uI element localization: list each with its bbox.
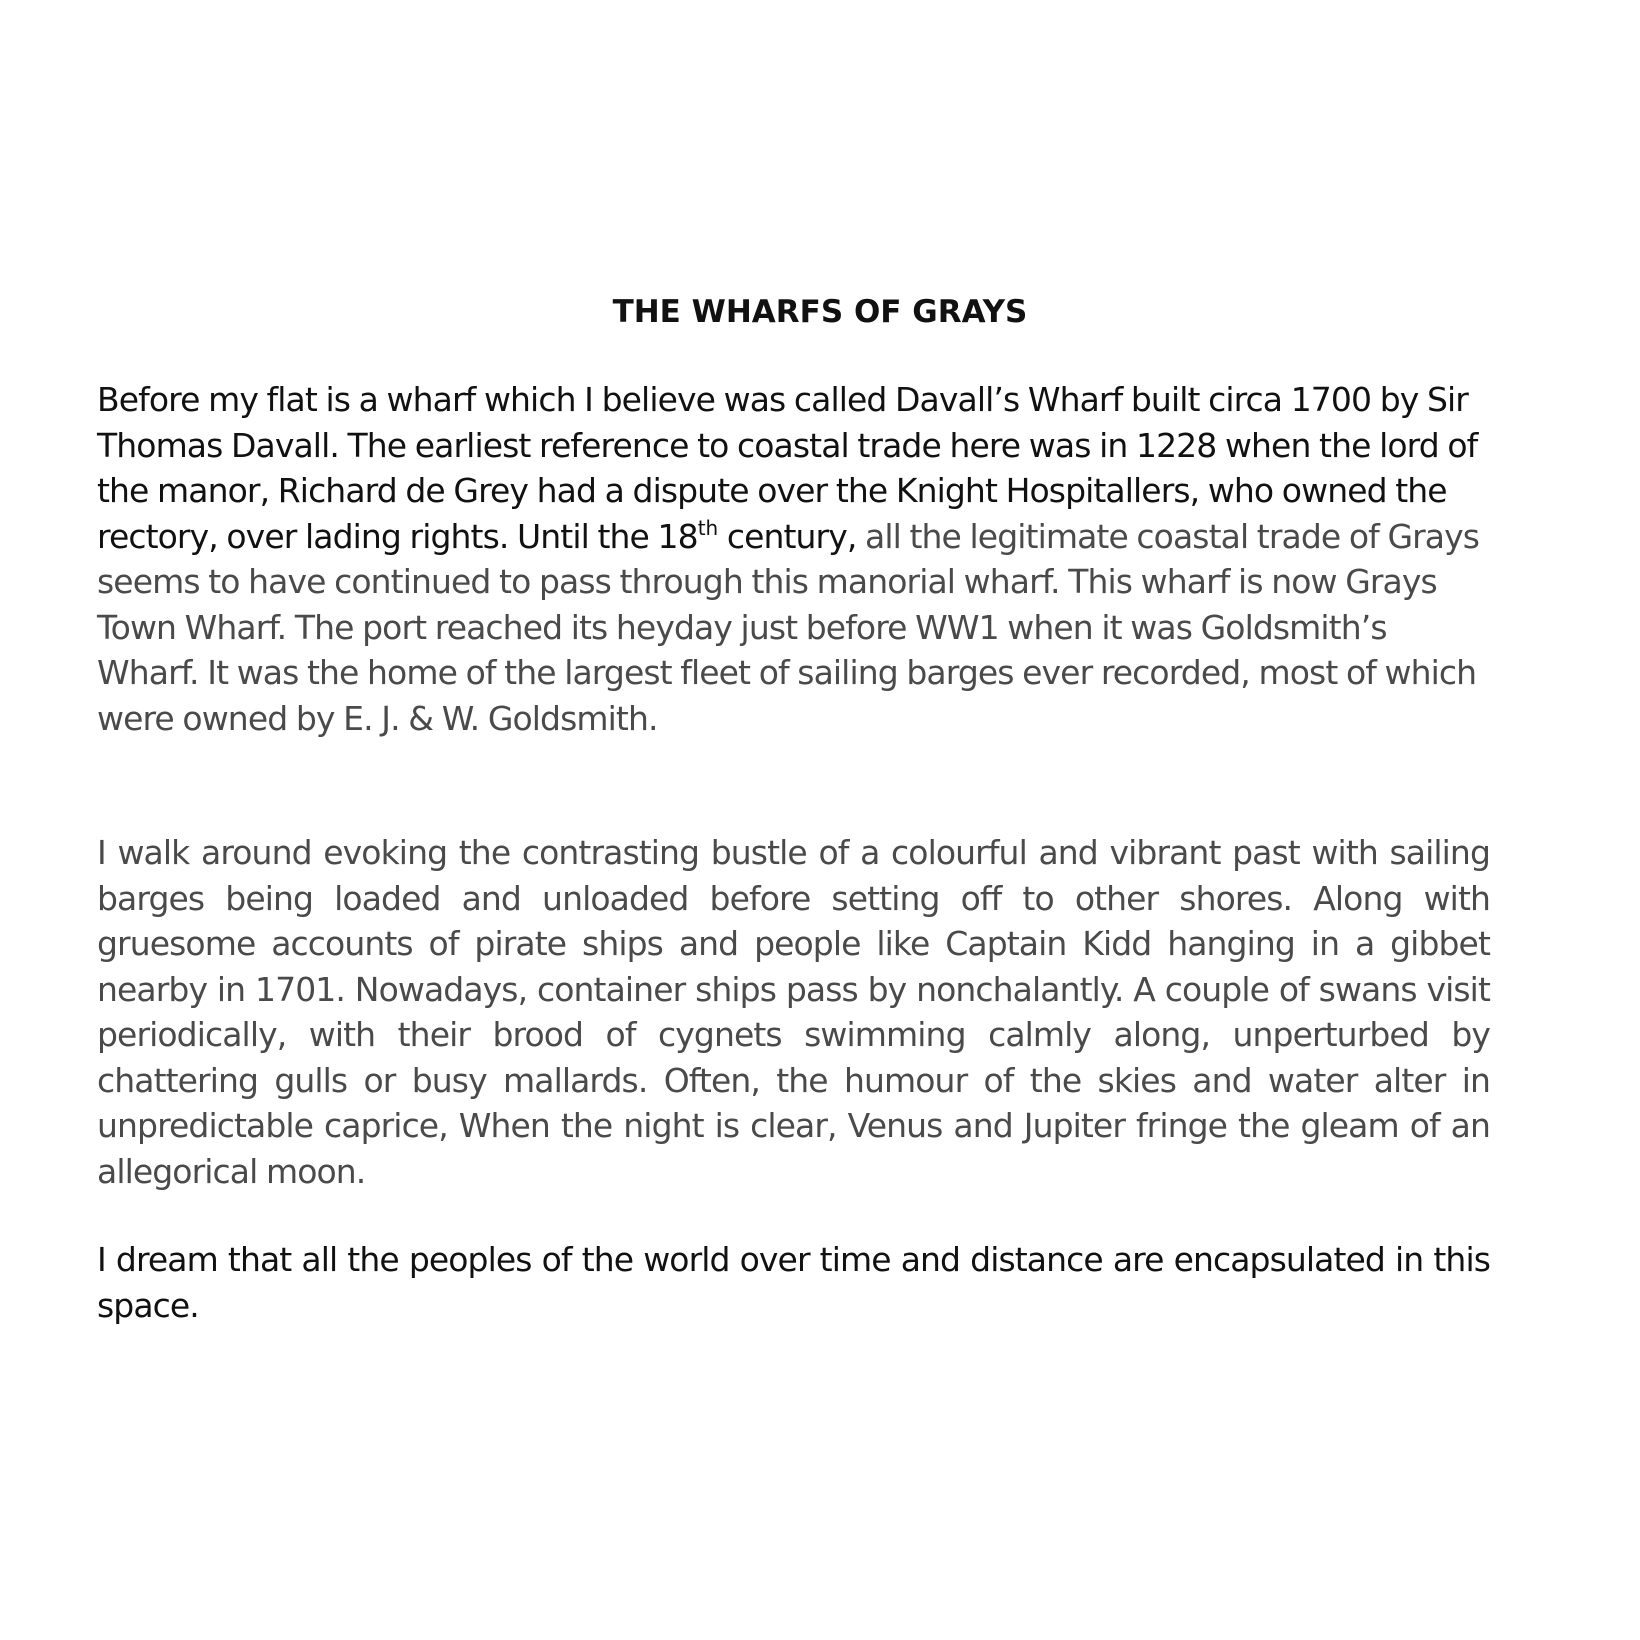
ordinal-superscript: th [697, 515, 719, 540]
paragraph-history-text: Before my flat is a wharf which I believe was called Davall’s Wharf built circa 1700 by Sir Thomas Davall. The earliest reference to coastal trade here was in 1228 when the lord of the manor, Richard de Grey had a dispute over the Knight Hospitallers, who owned the rectory, over lading rights. Until the 18 [97, 380, 1478, 556]
paragraph-dream: I dream that all the peoples of the world over time and distance are encapsulated in this space. [97, 1240, 1490, 1325]
paragraph-history-continued: all the legitimate coastal trade of Grays seems to have continued to pass through this manorial wharf. This wharf is now Grays Town Wharf. The port reached its heyday just before WW1 when it was Goldsmith’s Wharf. It was the home of the largest fleet of sailing barges ever recorded, most of which were owned by E. J. & W. Goldsmith. [97, 516, 1480, 738]
paragraph-walk: I walk around evoking the contrasting bustle of a colourful and vibrant past with sailing barges being loaded and unloaded before setting off to other shores. Along with gruesome accounts of pirate ships and people like Captain Kidd hanging in a gibbet nearby in 1701. Nowadays, container ships pass by nonchalantly. A couple of swans visit periodically, with their brood of cygnets swimming calmly along, unperturbed by chattering gulls or busy mallards. Often, the humour of the skies and water alter in unpredictable caprice, When the night is clear, Venus and Jupiter fringe the gleam of an allegorical moon. [97, 833, 1490, 1191]
page-title: THE WHARFS OF GRAYS [612, 294, 1028, 330]
paragraph-history [97, 377, 1490, 741]
paragraph-history-century: century, [718, 516, 866, 556]
